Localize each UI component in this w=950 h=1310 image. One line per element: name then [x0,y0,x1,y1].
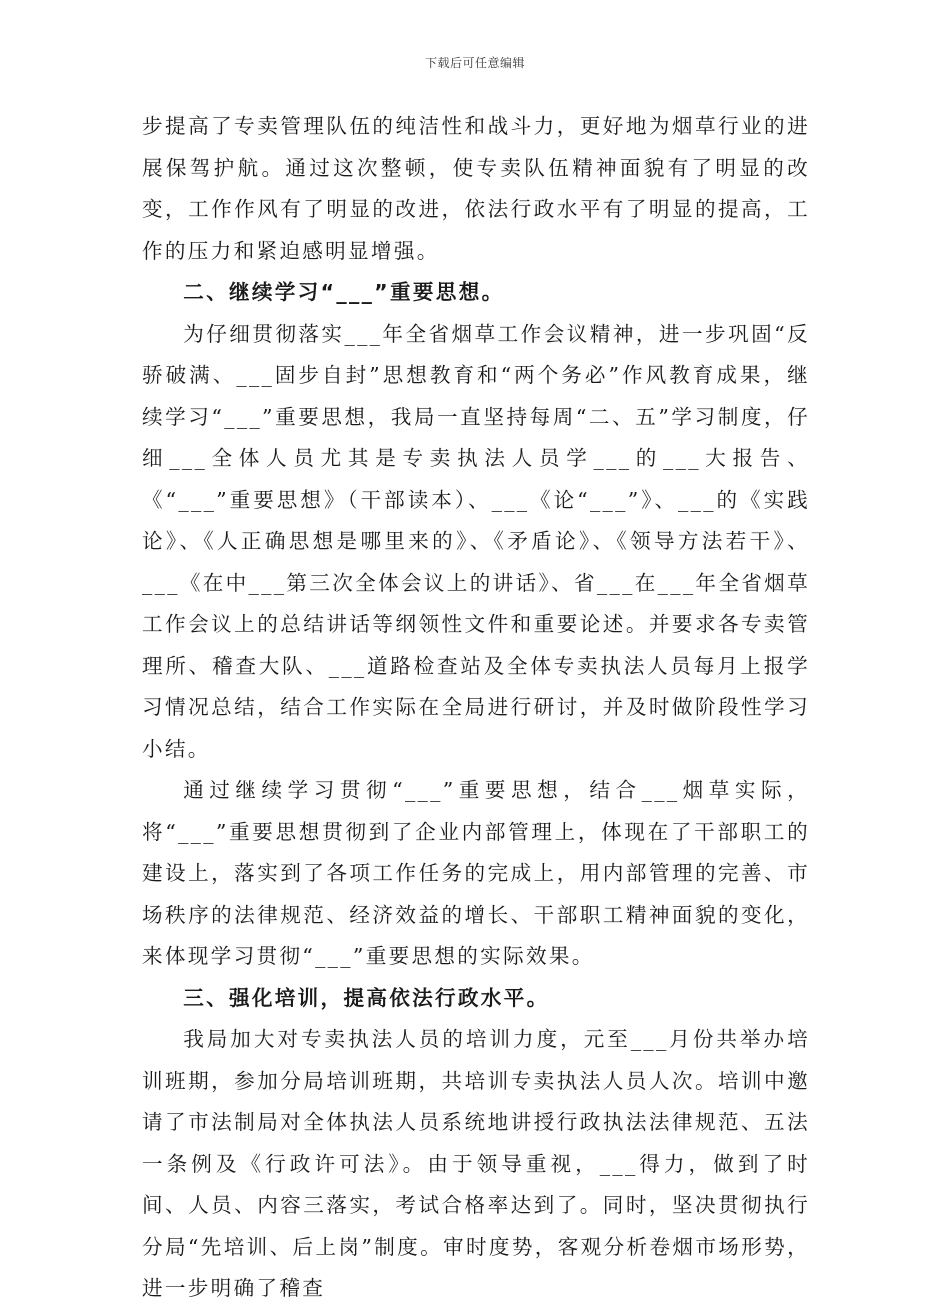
paragraph-study-practice: 为仔细贯彻落实___年全省烟草工作会议精神，进一步巩固“反骄破满、___固步自封”思想教育和“两个务必”作风教育成果，继续学习“___”重要思想，我局一直坚持每周“二、五”学习制度，仔细___全体人员尤其是专卖执法人员学___的___大报告、《“___”重要思想》（干部读本）、___《论“___”》、___的《实践论》、《人正确思想是哪里来的》、《矛盾论》、《领导方法若干》、___《在中___第三次全体会议上的讲话》、省___在___年全省烟草工作会议上的总结讲话等纲领性文件和重要论述。并要求各专卖管理所、稽查大队、___道路检查站及全体专卖执法人员每月上报学习情况总结，结合工作实际在全局进行研讨，并及时做阶段性学习小结。 [142,321,810,761]
section-heading-3: 三、强化培训，提高依法行政水平。 [183,985,550,1010]
paragraph-study-results: 通过继续学习贯彻“___”重要思想，结合___烟草实际，将“___”重要思想贯彻到了企业内部管理上，体现在了干部职工的建设上，落实到了各项工作任务的完成上，用内部管理的完善、市场秩序的法律规范、经济效益的增长、干部职工精神面貌的变化，来体现学习贯彻“___”重要思想的实际效果。 [142,778,810,968]
paragraph-continuation: 步提高了专卖管理队伍的纯洁性和战斗力，更好地为烟草行业的进展保驾护航。通过这次整顿，使专卖队伍精神面貌有了明显的改变，工作作风有了明显的改进，依法行政水平有了明显的提高，工作的压力和紧迫感明显增强。 [142,114,810,263]
paragraph-training: 我局加大对专卖执法人员的培训力度，元至___月份共举办培训班期，参加分局培训班期，共培训专卖执法人员人次。培训中邀请了市法制局对全体执法人员系统地讲授行政执法法律规范、五法一条例及《行政许可法》。由于领导重视，___得力，做到了时间、人员、内容三落实，考试合格率达到了。同时，坚决贯彻执行分局“先培训、后上岗”制度。审时度势，客观分析卷烟市场形势，进一步明确了稽查 [142,1027,810,1300]
page-header-note: 下载后可任意编辑 [424,56,525,70]
section-heading-2: 二、继续学习“___”重要思想。 [183,280,505,304]
document-body [142,106,810,1310]
